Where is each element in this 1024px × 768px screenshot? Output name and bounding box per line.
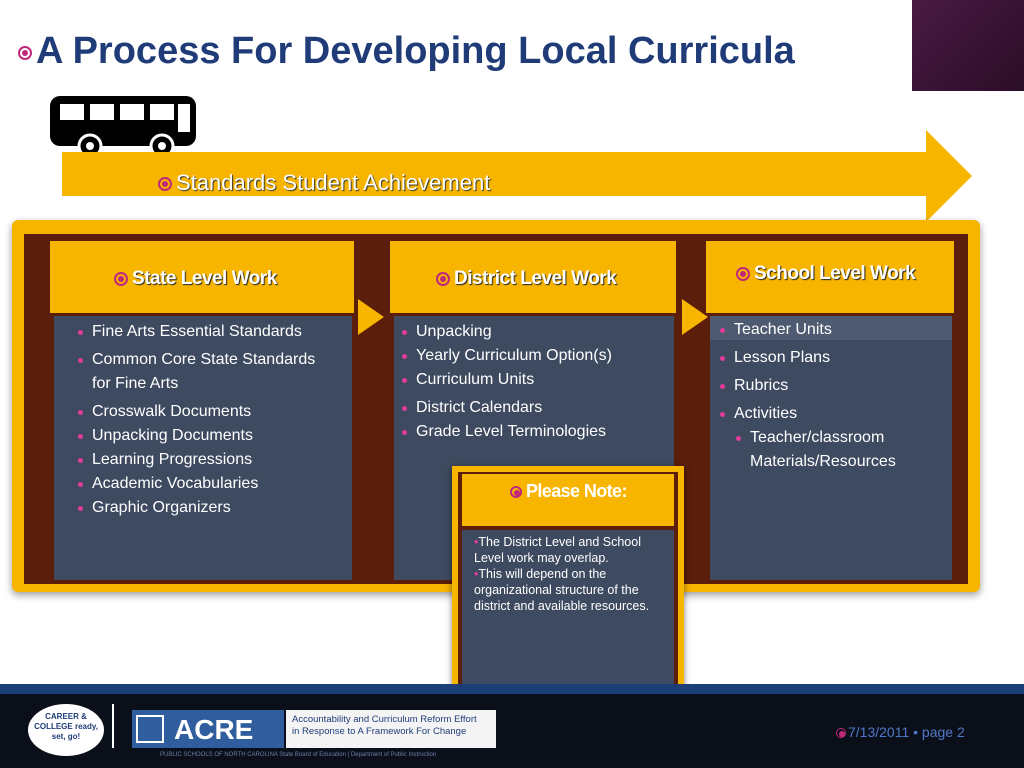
note-title: Please Note:: [510, 481, 627, 502]
career-college-logo: [28, 704, 104, 756]
note-text: [474, 534, 670, 614]
agency-text: PUBLIC SCHOOLS OF NORTH CAROLINA State Board of Education | Department of Public Instruction: [160, 752, 437, 758]
note-line: •The District Level and School Level work may overlap.: [474, 535, 641, 565]
bus-icon: [48, 94, 200, 160]
acre-description: [286, 710, 496, 748]
acre-desc-line-1: Accountability and Curriculum Reform Effort: [292, 714, 477, 725]
school-work-list: [718, 318, 946, 474]
slide-title: A Process For Developing Local Curricula: [18, 30, 795, 73]
list-item: Common Core State Standards for Fine Arts: [76, 348, 336, 396]
ring-bullet-icon: [736, 267, 750, 281]
ring-bullet-icon: [18, 46, 32, 60]
list-item: Fine Arts Essential Standards: [76, 320, 336, 344]
list-item: Yearly Curriculum Option(s): [400, 344, 668, 368]
acre-title: ACRE: [174, 714, 254, 745]
list-item: Graphic Organizers: [76, 496, 336, 520]
acre-logo: [132, 710, 284, 748]
ring-bullet-icon: [510, 486, 522, 498]
list-item: Teacher/classroom Materials/Resources: [734, 426, 946, 474]
ring-bullet-icon: [436, 272, 450, 286]
note-line: •This will depend on the organizational structure of the district and available resources.: [474, 567, 650, 613]
arrow-label: Standards Student Achievement: [158, 170, 490, 196]
ring-bullet-icon: [114, 272, 128, 286]
district-column-title: District Level Work: [436, 268, 616, 290]
ring-bullet-icon: [836, 728, 846, 738]
list-item: District Calendars: [400, 396, 668, 420]
footer-stripe: [0, 684, 1024, 694]
corner-decoration: [912, 0, 1024, 91]
footer-divider: [112, 704, 114, 748]
list-item: Crosswalk Documents: [76, 400, 336, 424]
list-item: Academic Vocabularies: [76, 472, 336, 496]
school-column-title: School Level Work: [736, 263, 915, 285]
list-item: Teacher Units: [718, 318, 946, 342]
career-college-logo-text: CAREER & COLLEGE ready, set, go!: [34, 712, 98, 741]
district-work-list: [400, 320, 668, 444]
list-item: Learning Progressions: [76, 448, 336, 472]
list-item: Lesson Plans: [718, 346, 946, 370]
connector-arrow-icon: [358, 299, 384, 335]
state-work-list: [76, 320, 336, 520]
state-column-title: State Level Work: [114, 268, 277, 290]
list-item: Grade Level Terminologies: [400, 420, 668, 444]
list-item: Curriculum Units: [400, 368, 668, 392]
connector-arrow-icon: [682, 299, 708, 335]
nc-seal-icon: [136, 715, 164, 743]
progress-arrow-head: [926, 130, 972, 222]
acre-desc-line-2: in Response to A Framework For Change: [292, 726, 467, 737]
ring-bullet-icon: [158, 177, 172, 191]
list-item: Unpacking Documents: [76, 424, 336, 448]
list-item: Unpacking: [400, 320, 668, 344]
slide-date-page: 7/13/2011 • page 2: [836, 724, 965, 740]
list-item: Activities: [718, 402, 946, 426]
list-item: Rubrics: [718, 374, 946, 398]
